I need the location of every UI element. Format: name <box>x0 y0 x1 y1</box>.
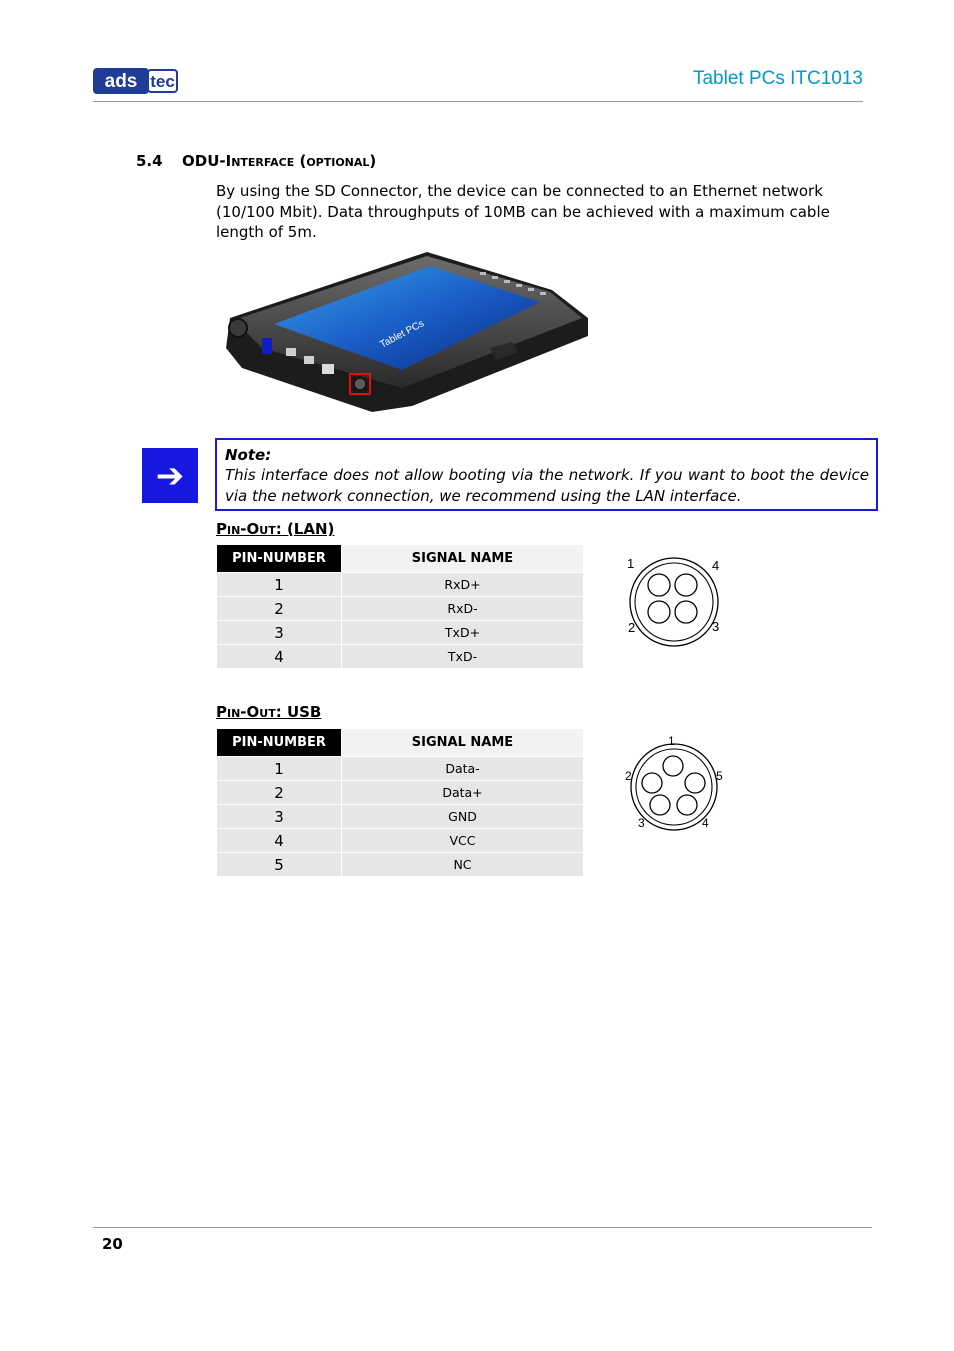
table-row <box>217 781 583 804</box>
table-row <box>217 621 583 644</box>
section-intro: By using the SD Connector, the device can be connected to an Ethernet network (10/100 Mbit). Data throughputs of 10MB can be achieved with a maximum cable length of 5m. <box>216 182 830 241</box>
pin-cell: 1 <box>217 573 341 596</box>
signal-cell: NC <box>342 853 583 876</box>
signal-cell: TxD- <box>342 645 583 668</box>
pin-cell: 4 <box>217 829 341 852</box>
note-title: Note: <box>225 446 272 464</box>
usb-pinout-table <box>216 728 584 877</box>
adstec-logo <box>93 68 179 94</box>
lan-pin-label: 3 <box>712 619 720 634</box>
lan-heading-suffix: (LAN) <box>286 520 335 538</box>
lan-heading-prefix: Pin-Out: <box>216 520 282 538</box>
usb-pinout-heading <box>216 703 321 721</box>
usb-pin-label: 5 <box>716 769 723 783</box>
header-title: Tablet PCs ITC1013 <box>692 68 863 89</box>
signal-cell: VCC <box>342 829 583 852</box>
column-header-signal: SIGNAL NAME <box>342 729 583 756</box>
pin-cell: 2 <box>217 597 341 620</box>
column-header-signal: SIGNAL NAME <box>342 545 583 572</box>
pin-cell: 5 <box>217 853 341 876</box>
note-box <box>215 438 878 511</box>
table-row <box>217 573 583 596</box>
usb-heading-prefix: Pin-Out: <box>216 703 282 721</box>
pin-cell: 2 <box>217 781 341 804</box>
logo-text-ads: ads <box>104 71 138 92</box>
header-divider <box>93 101 863 102</box>
signal-cell: Data- <box>342 757 583 780</box>
lan-pin-label: 1 <box>627 556 635 571</box>
lan-pinout-table <box>216 544 584 669</box>
usb-heading-suffix: USB <box>286 703 322 721</box>
table-row <box>217 757 583 780</box>
note-text: This interface does not allow booting via the network. If you want to boot the device via the network connection, we recommend using the LAN interface. <box>225 466 869 505</box>
usb-pin-label: 2 <box>625 769 632 783</box>
tablet-screen-text: Tablet PCs <box>378 318 427 351</box>
column-header-pin: PIN-NUMBER <box>217 729 341 756</box>
lan-connector-diagram <box>622 552 726 648</box>
pin-cell: 1 <box>217 757 341 780</box>
table-row <box>217 805 583 828</box>
signal-cell: RxD+ <box>342 573 583 596</box>
usb-pin-label: 3 <box>638 816 645 830</box>
table-row <box>217 853 583 876</box>
signal-cell: RxD- <box>342 597 583 620</box>
note-arrow-icon: ➔ <box>142 448 198 503</box>
signal-cell: Data+ <box>342 781 583 804</box>
signal-cell: TxD+ <box>342 621 583 644</box>
usb-pin-label: 4 <box>702 816 709 830</box>
footer-divider <box>93 1227 872 1228</box>
lan-pinout-heading <box>216 520 334 538</box>
usb-connector-diagram <box>620 732 728 832</box>
usb-pin-label: 1 <box>668 734 675 748</box>
lan-pin-label: 2 <box>628 620 636 635</box>
table-row <box>217 829 583 852</box>
logo-text-tec: tec <box>150 72 175 91</box>
pin-cell: 4 <box>217 645 341 668</box>
table-header-row <box>217 545 583 572</box>
column-header-pin: PIN-NUMBER <box>217 545 341 572</box>
pin-cell: 3 <box>217 621 341 644</box>
signal-cell: GND <box>342 805 583 828</box>
table-row <box>217 645 583 668</box>
pin-cell: 3 <box>217 805 341 828</box>
section-title: ODU-Interface (optional) <box>182 152 377 170</box>
table-row <box>217 597 583 620</box>
section-number: 5.4 <box>136 152 163 170</box>
tablet-image <box>222 248 590 412</box>
page-number: 20 <box>102 1235 123 1253</box>
lan-pin-label: 4 <box>712 558 720 573</box>
table-header-row <box>217 729 583 756</box>
